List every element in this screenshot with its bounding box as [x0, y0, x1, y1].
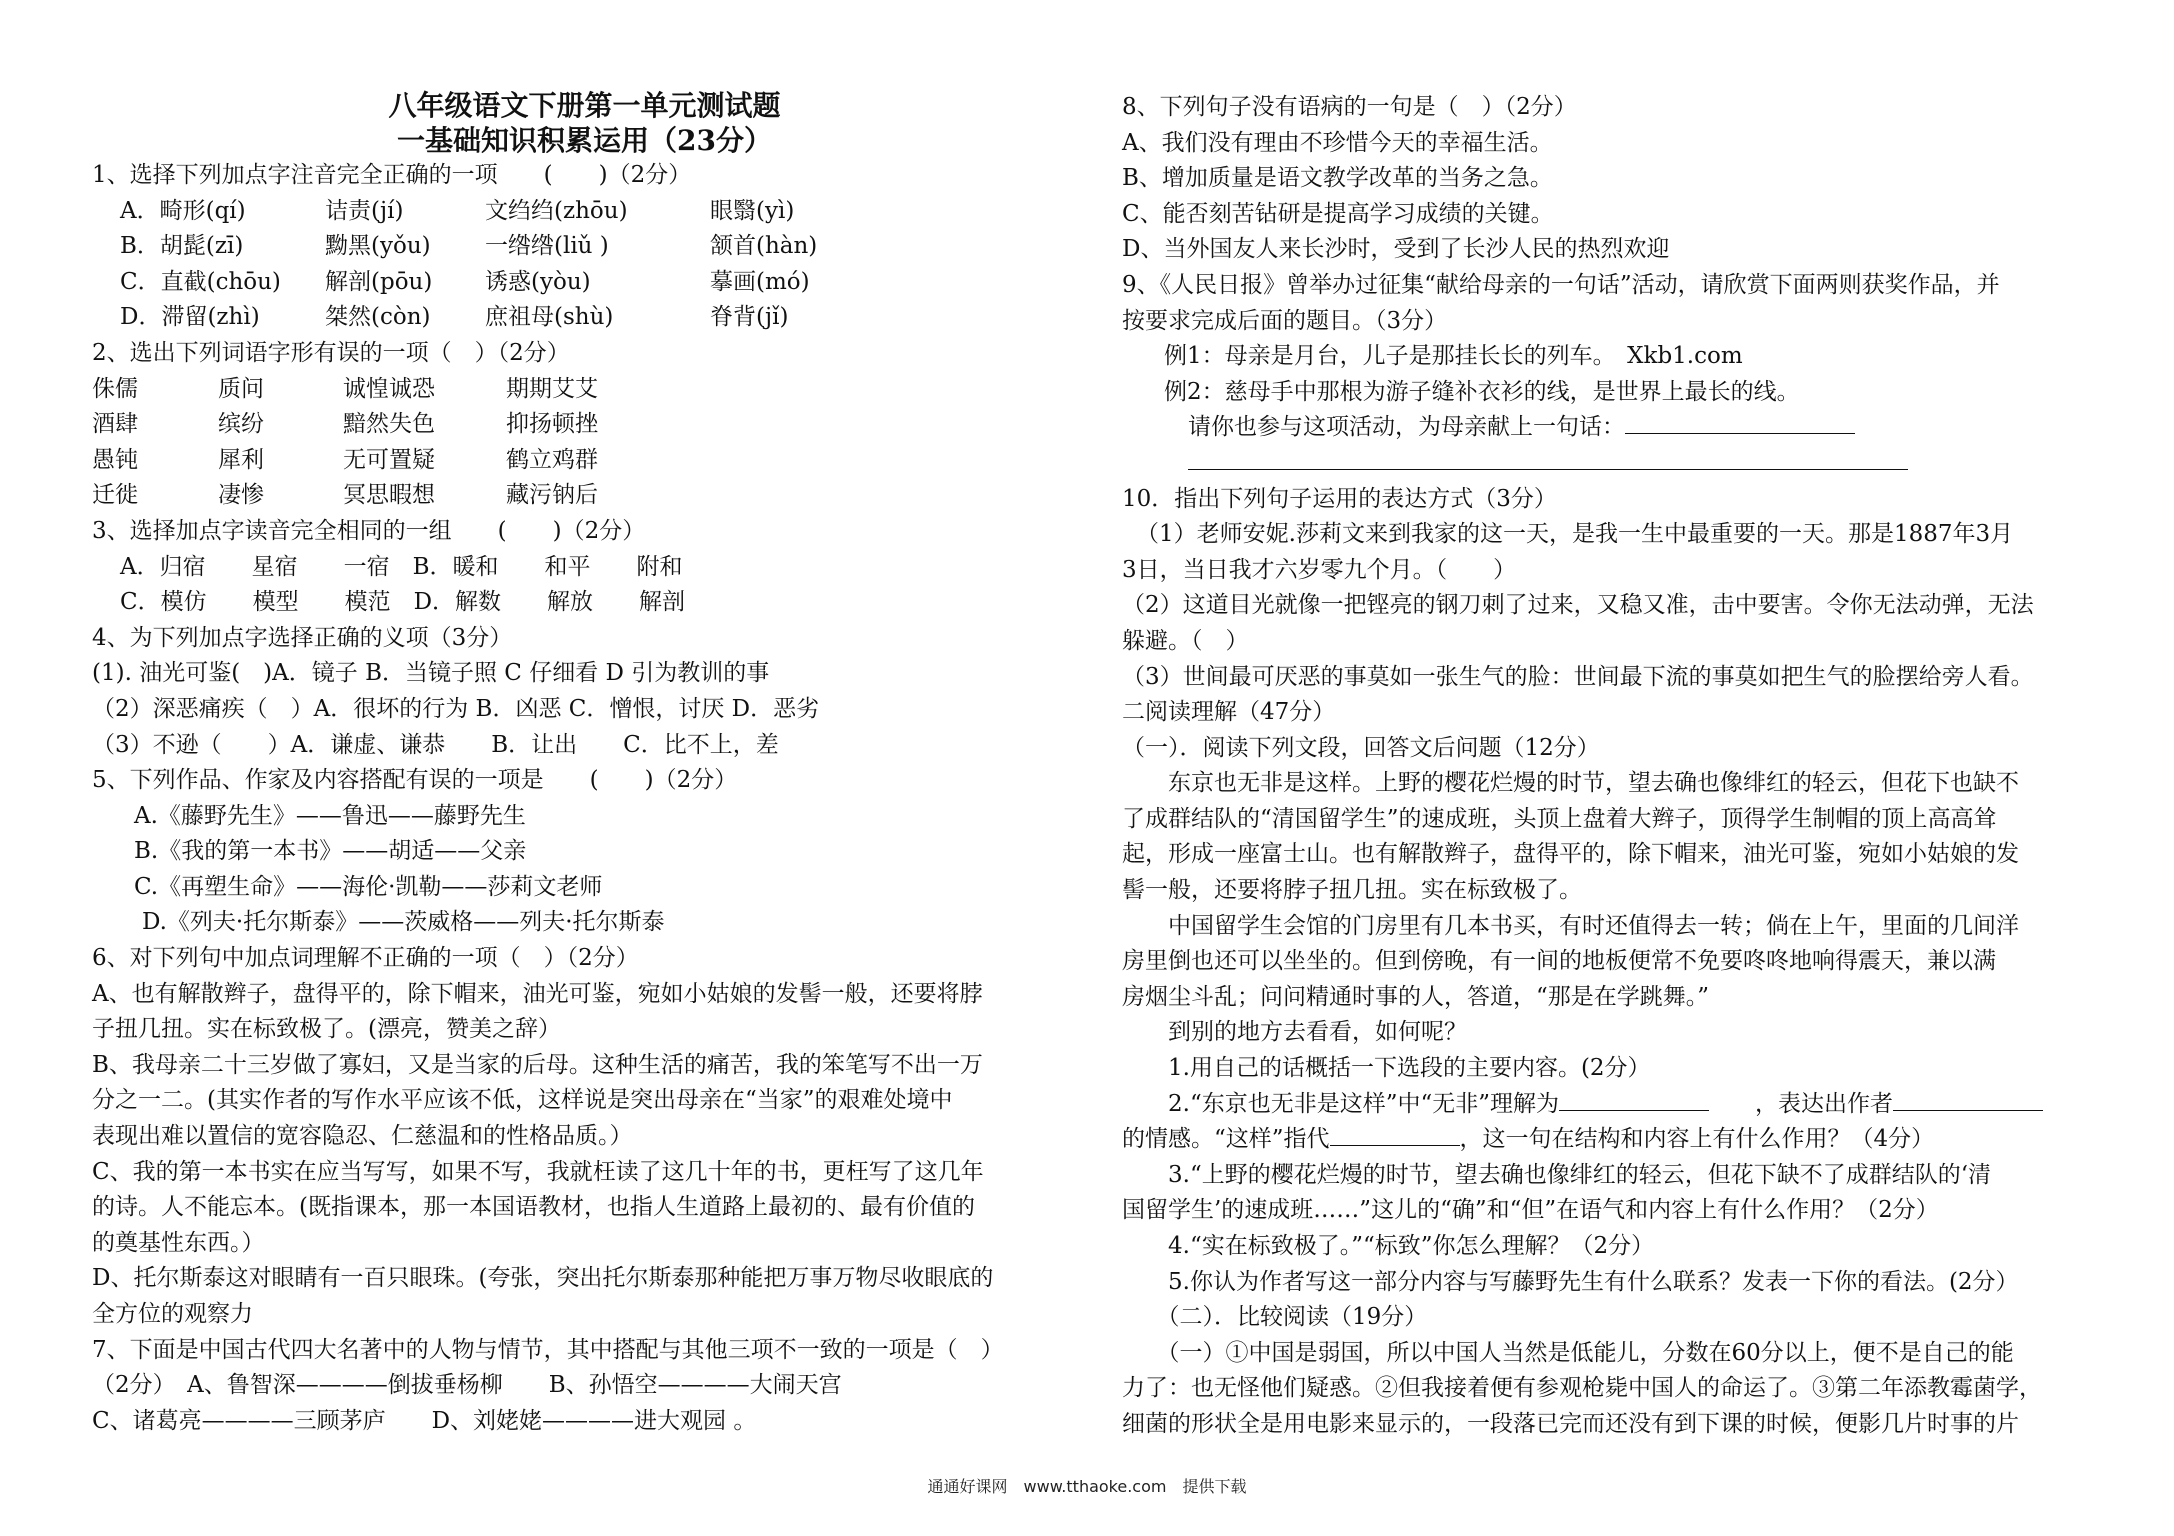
reading-1-q2-text: 2.“东京也无非是这样”中“无非”理解为	[1122, 1090, 1559, 1117]
q1-option: 桀然(còn)	[325, 304, 431, 331]
reading-1-q3: 3.“上野的樱花烂熳的时节，望去确也像绯红的轻云，但花下缺不了成群结队的‘清	[1122, 1161, 1992, 1188]
q6-stem: 6、对下列句中加点词理解不正确的一项（ ）（2分）	[92, 945, 639, 972]
q2-word: 凄惨	[218, 482, 264, 509]
q6-line: C、我的第一本书实在应当写写，如果不写，我就枉读了这几十年的书，更枉写了这几年	[92, 1158, 984, 1185]
q1-option: 黝黑(yǒu)	[325, 233, 431, 260]
q9-stem-cont: 按要求完成后面的题目。（3分）	[1122, 307, 1448, 334]
q2-word: 酒肆	[92, 411, 138, 438]
q6-line: 表现出难以置信的宽容隐忍、仁慈温和的性格品质。）	[92, 1123, 633, 1150]
q2-word: 冥思暇想	[343, 482, 435, 509]
passage-2-line: 力了：也无怪他们疑惑。②但我接着便有参观枪毙中国人的命运了。③第二年添教霉菌学，	[1122, 1375, 2042, 1402]
q5-option-d: D.《列夫·托尔斯泰》——茨威格——列夫·托尔斯泰	[142, 909, 665, 936]
q2-word: 诚惶诚恐	[343, 375, 435, 402]
section-title-part2: 二阅读理解（47分）	[1122, 699, 1336, 726]
q1-option: 解剖(pōu)	[325, 268, 433, 295]
q2-word: 黯然失色	[343, 411, 435, 438]
reading-2-heading: （二）．比较阅读（19分）	[1122, 1304, 1428, 1331]
q1-option: A．畸形(qí)	[120, 197, 246, 224]
q1-option: 眼翳(yì)	[710, 197, 795, 224]
q7-options-ab: （2分） A、鲁智深————倒拔垂杨柳 B、孙悟空————大闹天宫	[92, 1372, 842, 1399]
right-column	[1122, 90, 2112, 1443]
reading-1-q1: 1.用自己的话概括一下选段的主要内容。(2分）	[1122, 1055, 1651, 1082]
q6-line: 分之一二。(其实作者的写作水平应该不低，这样说是突出母亲在“当家”的艰难处境中	[92, 1087, 953, 1114]
q10-item-2: （2）这道目光就像一把铿亮的钢刀刺了过来，又稳又准，击中要害。令你无法动弹，无法	[1122, 592, 2034, 619]
passage-1-line: 房烟尘斗乱；问问精通时事的人，答道，“那是在学跳舞。”	[1122, 983, 1710, 1010]
reading-1-q2-blank-2[interactable]	[1893, 1088, 2043, 1111]
q5-option-b: B.《我的第一本书》——胡适——父亲	[134, 838, 527, 865]
q2-word: 迁徙	[92, 482, 138, 509]
q1-option: 庶祖母(shù)	[485, 304, 614, 331]
q10-item-1: （1）老师安妮.莎莉文来到我家的这一天，是我一生中最重要的一天。那是1887年3月	[1136, 521, 2014, 548]
q1-row-a	[92, 194, 1077, 230]
q1-option: 文绉绉(zhōu)	[485, 197, 628, 224]
q6-line: 子扭几扭。实在标致极了。(漂亮，赞美之辞）	[92, 1016, 561, 1043]
q4-item-2: （2）深恶痛疾（ ）A．很坏的行为 B．凶恶 C．憎恨，讨厌 D．恶劣	[92, 695, 820, 722]
q2-word: 抑扬顿挫	[506, 411, 598, 438]
q10-item-3: （3）世间最可厌恶的事莫如一张生气的脸：世间最下流的事莫如把生气的脸摆给旁人看。	[1122, 663, 2034, 690]
q2-row	[92, 443, 1077, 479]
q8-option-b: B、增加质量是语文教学改革的当务之急。	[1122, 165, 1553, 192]
q6-line: B、我母亲二十三岁做了寡妇，又是当家的后母。这种生活的痛苦，我的笨笔写不出一万	[92, 1051, 983, 1078]
q2-word: 犀利	[218, 446, 264, 473]
reading-1-heading: （一）．阅读下列文段，回答文后问题（12分）	[1122, 734, 1600, 761]
q9-answer-blank[interactable]	[1625, 411, 1855, 434]
q2-word: 质问	[218, 375, 264, 402]
reading-1-q2-blank-3[interactable]	[1330, 1123, 1460, 1146]
q10-item-2-cont: 躲避。（ ）	[1122, 627, 1249, 654]
footer-credit: 通通好课网 www.tthaoke.com 提供下载	[927, 1477, 1247, 1496]
passage-1-line: 髻一般，还要将脖子扭几扭。实在标致极了。	[1122, 877, 1582, 904]
q9-answer-line[interactable]	[1122, 446, 2112, 482]
q8-option-d: D、当外国友人来长沙时，受到了长沙人民的热烈欢迎	[1122, 236, 1670, 263]
q2-word: 侏儒	[92, 375, 138, 402]
passage-2-line: （一）①中国是弱国，所以中国人当然是低能儿，分数在60分以上，便不是自己的能	[1122, 1339, 2014, 1366]
q9-prompt-line	[1122, 410, 2112, 446]
q10-stem: 10．指出下列句子运用的表达方式（3分）	[1122, 485, 1557, 512]
passage-1-line: 房里倒也还可以坐坐的。但到傍晚，有一间的地板便常不免要咚咚地响得震天，兼以满	[1122, 948, 1996, 975]
q8-stem: 8、下列句子没有语病的一句是（ ）（2分）	[1122, 94, 1577, 120]
q6-line: D、托尔斯泰这对眼睛有一百只眼珠。(夸张，突出托尔斯泰那种能把万事万物尽收眼底的	[92, 1265, 994, 1292]
q2-word: 愚钝	[92, 446, 138, 473]
passage-1-line: 起，形成一座富士山。也有解散辫子，盘得平的，除下帽来，油光可鉴，宛如小姑娘的发	[1122, 841, 2019, 868]
q2-word: 鹤立鸡群	[506, 446, 598, 473]
reading-1-q3-cont: 国留学生’的速成班……”这儿的“确”和“但”在语气和内容上有什么作用？（2分）	[1122, 1197, 1939, 1224]
q1-option: D．滞留(zhì)	[120, 304, 260, 331]
q4-stem: 4、为下列加点字选择正确的义项（3分）	[92, 624, 513, 651]
left-column	[92, 88, 1077, 1439]
reading-1-q5: 5.你认为作者写这一部分内容与写藤野先生有什么联系？发表一下你的看法。(2分）	[1122, 1268, 2019, 1295]
passage-1-line: 东京也无非是这样。上野的樱花烂熳的时节，望去确也像绯红的轻云，但花下也缺不	[1122, 770, 2019, 797]
passage-2-line: 细菌的形状全是用电影来显示的，一段落已完而还没有到下课的时候，便影几片时事的片	[1122, 1410, 2019, 1437]
q9-example-1: 例1：母亲是月台，儿子是那挂长长的列车。 Xkb1.com	[1164, 343, 1743, 370]
q1-row-c	[92, 265, 1077, 301]
passage-1-line: 中国留学生会馆的门房里有几本书买，有时还值得去一转；倘在上午，里面的几间洋	[1122, 912, 2019, 939]
passage-1-line: 了成群结队的“清国留学生”的速成班，头顶上盘着大辫子，顶得学生制帽的顶上高高耸	[1122, 805, 1997, 832]
section-title-part1: 一基础知识积累运用（23分）	[397, 124, 772, 157]
q5-option-c: C.《再塑生命》——海伦·凯勒——莎莉文老师	[134, 873, 603, 900]
q3-options-ab: A．归宿 星宿 一宿 B．暖和 和平 附和	[120, 553, 683, 580]
q8-option-a: A、我们没有理由不珍惜今天的幸福生活。	[1122, 129, 1553, 156]
q1-option: 脊背(jǐ)	[710, 304, 789, 331]
passage-1-line: 到别的地方去看看，如何呢？	[1122, 1019, 1467, 1046]
q1-option: 诘责(jí)	[325, 197, 404, 224]
q7-options-cd: C、诸葛亮————三顾茅庐 D、刘姥姥————进大观园 。	[92, 1407, 757, 1434]
reading-1-q2-text-b: ，表达出作者	[1708, 1090, 1893, 1117]
q2-row	[92, 478, 1077, 514]
q6-line: 的诗。人不能忘本。(既指课本，那一本国语教材，也指人生道路上最初的、最有价值的	[92, 1194, 975, 1221]
q1-stem: 1、选择下列加点字注音完全正确的一项 ( )（2分）	[92, 162, 692, 188]
reading-1-q2-blank-1[interactable]	[1559, 1088, 1709, 1111]
q2-word: 无可置疑	[343, 446, 435, 473]
q6-line: 全方位的观察力	[92, 1301, 253, 1327]
q2-stem: 2、选出下列词语字形有误的一项（ ）（2分）	[92, 339, 570, 366]
q9-answer-blank-2[interactable]	[1188, 447, 1908, 470]
reading-1-q2-cont	[1122, 1122, 2112, 1158]
q9-stem: 9、《人民日报》曾举办过征集“献给母亲的一句话”活动，请欣赏下面两则获奖作品，并	[1122, 271, 2000, 298]
exam-title: 八年级语文下册第一单元测试题	[388, 89, 781, 122]
q4-item-1: (1). 油光可鉴( )A．镜子 B．当镜子照 C 仔细看 D 引为教训的事	[92, 660, 770, 687]
q4-item-3: （3）不逊（ ）A．谦虚、谦恭 B．让出 C．比不上，差	[92, 731, 779, 758]
q1-option: C．直截(chōu)	[120, 268, 281, 295]
q9-prompt: 请你也参与这项活动，为母亲献上一句话：	[1188, 414, 1625, 441]
q2-row	[92, 372, 1077, 408]
reading-1-q2-text-d: ，这一句在结构和内容上有什么作用？（4分）	[1459, 1126, 1935, 1153]
q1-option: 摹画(mó)	[710, 268, 810, 295]
q7-stem: 7、下面是中国古代四大名著中的人物与情节，其中搭配与其他三项不一致的一项是（ ）	[92, 1336, 1004, 1363]
q3-options-cd: C．模仿 模型 模范 D．解数 解放 解剖	[120, 589, 686, 616]
reading-1-q2	[1122, 1087, 2112, 1123]
q9-example-2: 例2：慈母手中那根为游子缝补衣衫的线，是世界上最长的线。	[1164, 378, 1800, 405]
q6-line: A、也有解散辫子，盘得平的，除下帽来，油光可鉴，宛如小姑娘的发髻一般，还要将脖	[92, 980, 983, 1007]
q6-line: 的奠基性东西。）	[92, 1229, 265, 1256]
q5-stem: 5、下列作品、作家及内容搭配有误的一项是 ( )（2分）	[92, 767, 738, 794]
q1-option: 一绺绺(liǔ )	[485, 233, 609, 260]
q5-option-a: A.《藤野先生》——鲁迅——藤野先生	[134, 802, 526, 829]
q1-option: 颔首(hàn)	[710, 233, 818, 260]
q1-row-b	[92, 229, 1077, 265]
q2-word: 缤纷	[218, 411, 264, 438]
reading-1-q4: 4.“实在标致极了。”“标致”你怎么理解？（2分）	[1122, 1233, 1655, 1259]
q3-stem: 3、选择加点字读音完全相同的一组 ( )（2分）	[92, 517, 646, 544]
q8-option-c: C、能否刻苦钻研是提高学习成绩的关键。	[1122, 200, 1554, 227]
q1-option: B．胡髭(zī)	[120, 233, 244, 260]
q10-item-1-cont: 3日，当日我才六岁零九个月。（ ）	[1122, 556, 1517, 583]
q2-word: 藏污钠后	[506, 482, 598, 509]
q1-option: 诱惑(yòu)	[485, 268, 591, 295]
q2-word: 期期艾艾	[506, 375, 598, 402]
q1-row-d	[92, 300, 1077, 336]
reading-1-q2-text-c: 的情感。“这样”指代	[1122, 1126, 1330, 1153]
q2-row	[92, 407, 1077, 443]
